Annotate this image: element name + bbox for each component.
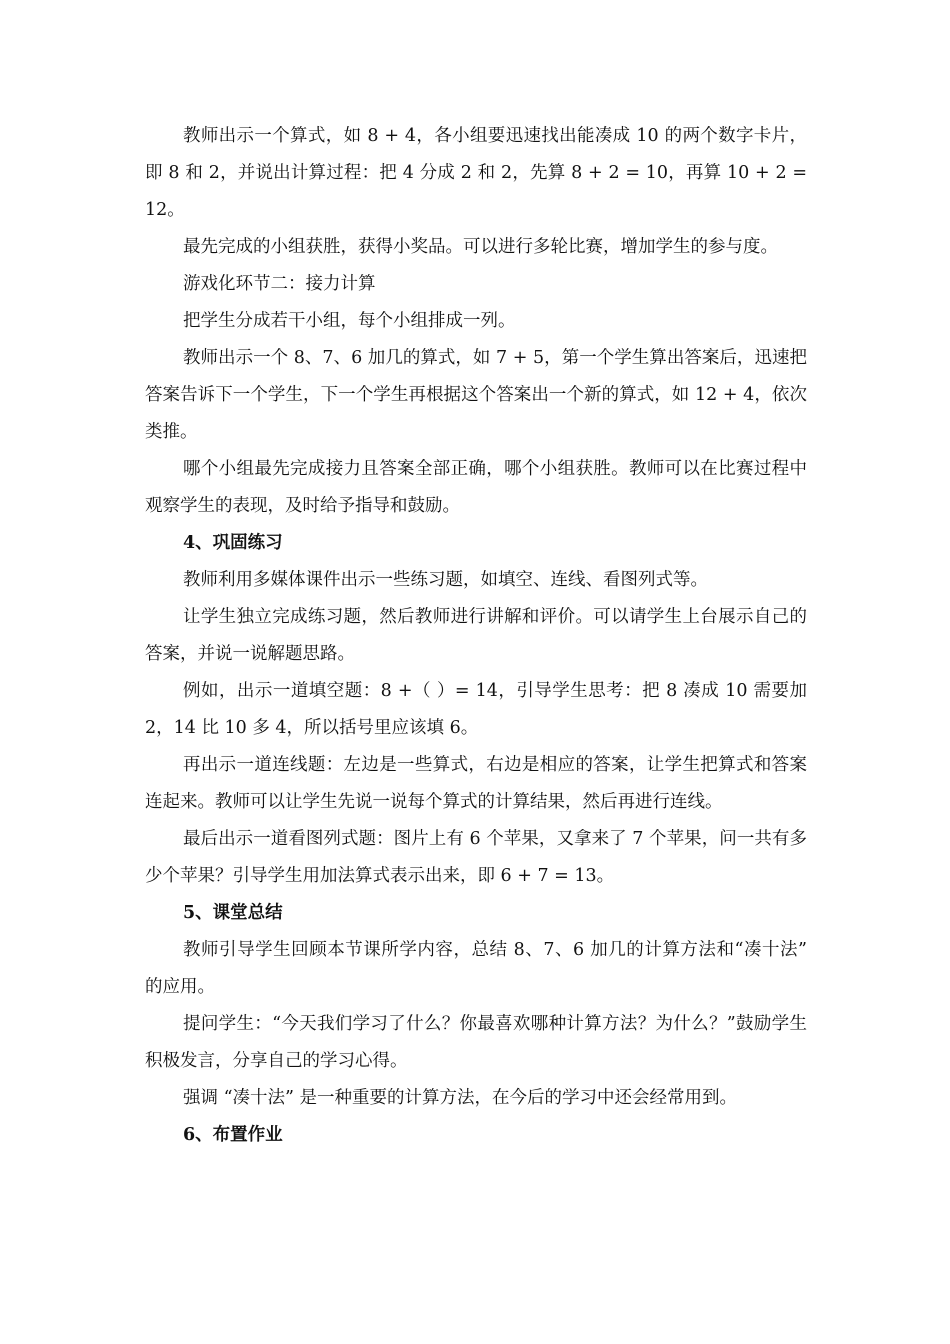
- paragraph-relay-winner: 哪个小组最先完成接力且答案全部正确，哪个小组获胜。教师可以在比赛过程中观察学生的表现，及时给予指导和鼓励。: [145, 459, 807, 516]
- paragraph-picture-equation: 最后出示一道看图列式题：图片上有 6 个苹果，又拿来了 7 个苹果，问一共有多少个苹果？引导学生用加法算式表示出来，即 6 + 7 = 13。: [145, 829, 807, 886]
- paragraph-multimedia-exercises: 教师利用多媒体课件出示一些练习题，如填空、连线、看图列式等。: [183, 570, 708, 590]
- paragraph-group-division: 把学生分成若干小组，每个小组排成一列。: [183, 311, 516, 331]
- paragraph-fill-blank-example: 例如，出示一道填空题：8 +（ ）= 14，引导学生思考：把 8 凑成 10 需要加 2，14 比 10 多 4，所以括号里应该填 6。: [145, 681, 807, 738]
- paragraph-independent-work: 让学生独立完成练习题，然后教师进行讲解和评价。可以请学生上台展示自己的答案，并说一说解题思路。: [145, 607, 807, 664]
- paragraph-card-game-example: 教师出示一个算式，如 8 + 4，各小组要迅速找出能凑成 10 的两个数字卡片，即 8 和 2，并说出计算过程：把 4 分成 2 和 2，先算 8 + 2 = 10，再算 10 + 2 = 12。: [145, 126, 807, 220]
- paragraph-group-winner: 最先完成的小组获胜，获得小奖品。可以进行多轮比赛，增加学生的参与度。: [183, 237, 778, 257]
- paragraph-review-content: 教师引导学生回顾本节课所学内容，总结 8、7、6 加几的计算方法和“凑十法” 的应用。: [145, 940, 807, 997]
- section-heading-summary: 5、课堂总结: [183, 903, 283, 923]
- section-heading-practice: 4、巩固练习: [183, 533, 283, 553]
- document-body: [145, 118, 807, 1154]
- paragraph-matching-exercise: 再出示一道连线题：左边是一些算式，右边是相应的答案，让学生把算式和答案连起来。教师可以让学生先说一说每个算式的计算结果，然后再进行连线。: [145, 755, 807, 812]
- section-heading-homework: 6、布置作业: [183, 1125, 283, 1145]
- paragraph-question-students: 提问学生：“今天我们学习了什么？你最喜欢哪种计算方法？为什么？”鼓励学生积极发言，分享自己的学习心得。: [145, 1014, 807, 1071]
- paragraph-emphasis: 强调 “凑十法” 是一种重要的计算方法，在今后的学习中还会经常用到。: [183, 1088, 738, 1108]
- paragraph-relay-process: 教师出示一个 8、7、6 加几的算式，如 7 + 5，第一个学生算出答案后，迅速把答案告诉下一个学生，下一个学生再根据这个答案出一个新的算式，如 12 + 4，依次类推。: [145, 348, 807, 442]
- paragraph-game-stage-two-title: 游戏化环节二：接力计算: [183, 274, 376, 294]
